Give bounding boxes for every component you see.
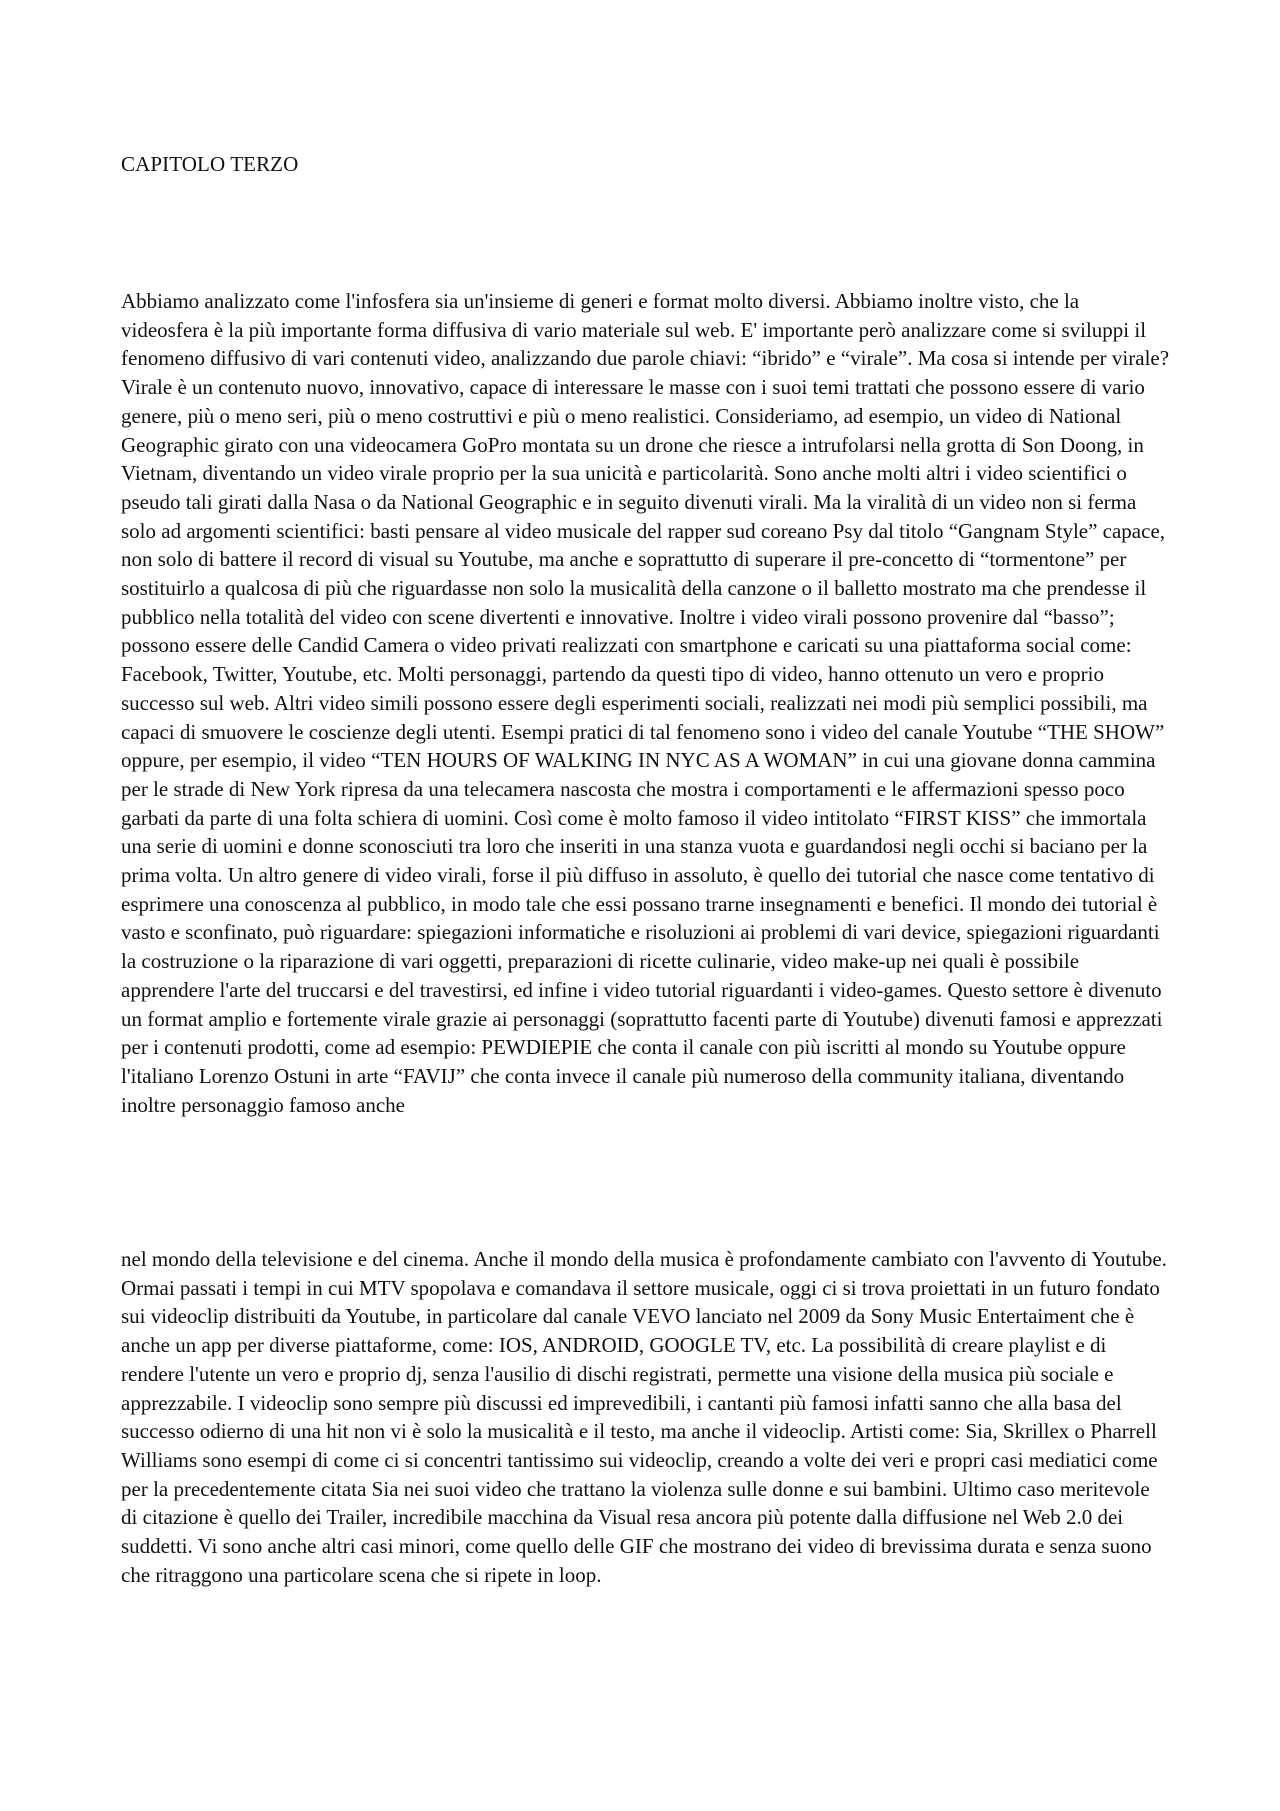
chapter-title: CAPITOLO TERZO	[121, 152, 299, 176]
body-paragraph-2: nel mondo della televisione e del cinema. Anche il mondo della musica è profondamente cambiato con l'avvento di Youtube. Ormai passati i tempi in cui MTV spopolava e comandava il settore musicale, oggi ci si trova proiettati in un futuro fondato sui videoclip distribuiti da Youtube, in particolare dal canale VEVO lanciato nel 2009 da Sony Music Entertaiment che è anche un app per diverse piattaforme, come: IOS, ANDROID, GOOGLE TV, etc. La possibilità di creare playlist e di rendere l'utente un vero e proprio dj, senza l'ausilio di dischi registrati, permette una visione della musica più sociale e apprezzabile. I videoclip sono sempre più discussi ed imprevedibili, i cantanti più famosi infatti sanno che alla basa del successo odierno di una hit non vi è solo la musicalità e il testo, ma anche il videoclip. Artisti come: Sia, Skrillex o Pharrell Williams sono esempi di come ci si concentri tantissimo sui videoclip, creando a volte dei veri e propri casi mediatici come per la precedentemente citata Sia nei suoi video che trattano la violenza sulle donne e sui bambini. Ultimo caso meritevole di citazione è quello dei Trailer, incredibile macchina da Visual resa ancora più potente dalla diffusione nel Web 2.0 dei suddetti. Vi sono anche altri casi minori, come quello delle GIF che mostrano dei video di brevissima durata e senza suono che ritraggono una particolare scena che si ripete in loop.	[121, 1247, 1167, 1587]
body-paragraph-1: Abbiamo analizzato come l'infosfera sia un'insieme di generi e format molto diversi. Abbiamo inoltre visto, che la videosfera è la più importante forma diffusiva di vario materiale sul web. E' importante però analizzare come si sviluppi il fenomeno diffusivo di vari contenuti video, analizzando due parole chiavi: “ibrido” e “virale”. Ma cosa si intende per virale? Virale è un contenuto nuovo, innovativo, capace di interessare le masse con i suoi temi trattati che possono essere di vario genere, più o meno seri, più o meno costruttivi e più o meno realistici. Consideriamo, ad esempio, un video di National Geographic girato con una videocamera GoPro montata su un drone che riesce a intrufolarsi nella grotta di Son Doong, in Vietnam, diventando un video virale proprio per la sua unicità e particolarità. Sono anche molti altri i video scientifici o pseudo tali girati dalla Nasa o da National Geographic e in seguito divenuti virali. Ma la viralità di un video non si ferma solo ad argomenti scientifici: basti pensare al video musicale del rapper sud coreano Psy dal titolo “Gangnam Style” capace, non solo di battere il record di visual su Youtube, ma anche e soprattutto di superare il pre-concetto di “tormentone” per sostituirlo a qualcosa di più che riguardasse non solo la musicalità della canzone o il balletto mostrato ma che prendesse il pubblico nella totalità del video con scene divertenti e innovative. Inoltre i video virali possono provenire dal “basso”; possono essere delle Candid Camera o video privati realizzati con smartphone e caricati su una piattaforma social come: Facebook, Twitter, Youtube, etc. Molti personaggi, partendo da questi tipo di video, hanno ottenuto un vero e proprio successo sul web. Altri video simili possono essere degli esperimenti sociali, realizzati nei modi più semplici possibili, ma capaci di smuovere le coscienze degli utenti. Esempi pratici di tal fenomeno sono i video del canale Youtube “THE SHOW” oppure, per esempio, il video “TEN HOURS OF WALKING IN NYC AS A WOMAN” in cui una giovane donna cammina per le strade di New York ripresa da una telecamera nascosta che mostra i comportamenti e le affermazioni spesso poco garbati da parte di una folta schiera di uomini. Così come è molto famoso il video intitolato “FIRST KISS” che immortala una serie di uomini e donne sconosciuti tra loro che inseriti in una stanza vuota e guardandosi negli occhi si baciano per la prima volta. Un altro genere di video virali, forse il più diffuso in assoluto, è quello dei tutorial che nasce come tentativo di esprimere una conoscenza al pubblico, in modo tale che essi possano trarne insegnamenti e benefici. Il mondo dei tutorial è vasto e sconfinato, può riguardare: spiegazioni informatiche e risoluzioni ai problemi di vari device, spiegazioni riguardanti la costruzione o la riparazione di vari oggetti, preparazioni di ricette culinarie, video make-up nei quali è possibile apprendere l'arte del truccarsi e del travestirsi, ed infine i video tutorial riguardanti i video-games. Questo settore è divenuto un format amplio e fortemente virale grazie ai personaggi (soprattutto facenti parte di Youtube) divenuti famosi e apprezzati per i contenuti prodotti, come ad esempio: PEWDIEPIE che conta il canale con più iscritti al mondo su Youtube oppure l'italiano Lorenzo Ostuni in arte “FAVIJ” che conta invece il canale più numeroso della community italiana, diventando inoltre personaggio famoso anche	[121, 289, 1170, 1117]
